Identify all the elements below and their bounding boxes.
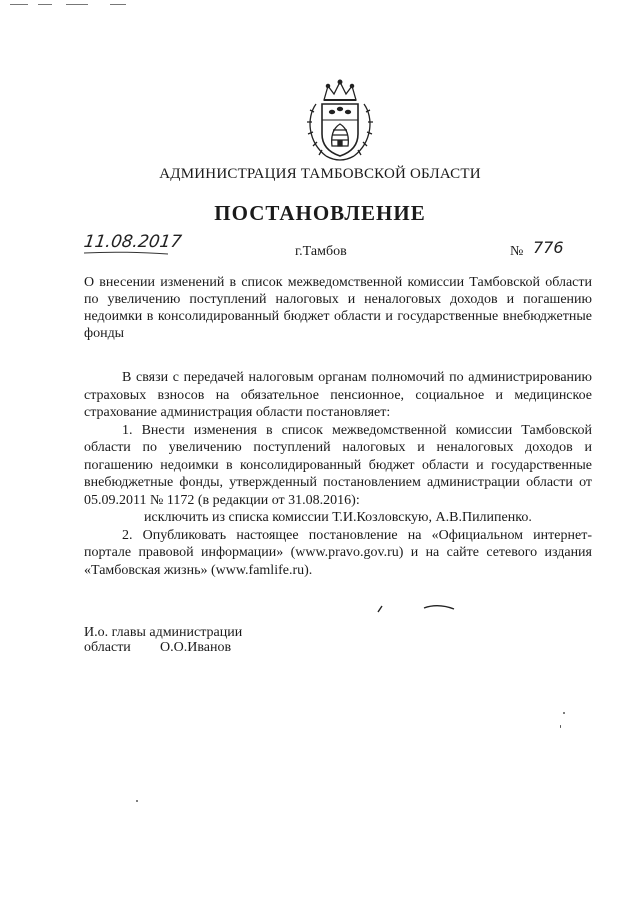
scan-artifact (66, 4, 88, 5)
document-city: г.Тамбов (295, 244, 347, 259)
tambov-coat-of-arms-icon (302, 78, 378, 164)
scan-artifact (110, 4, 126, 5)
scan-speck (560, 725, 561, 728)
item-1-sub-paragraph: исключить из списка комиссии Т.И.Козловскую, А.В.Пилипенко. (144, 510, 532, 525)
document-number: 776 (533, 238, 564, 257)
document-date: 11.08.2017 (82, 232, 183, 252)
item-1-paragraph: 1. Внести изменения в список межведомственной комиссии Тамбовской области по увеличению поступлений налоговых и неналоговых доходов и погашению недоимки в консолидированный бюджет области и государственные внебюджетные фонды, утвержденный постановлением администрации области от 05.09.2011 № 1172 (в редакции от 31.08.2016): (84, 422, 592, 508)
signatory-name: О.О.Иванов (160, 640, 232, 655)
scan-artifact (10, 4, 28, 5)
organization-name: АДМИНИСТРАЦИЯ ТАМБОВСКОЙ ОБЛАСТИ (159, 166, 481, 182)
document-body (84, 369, 592, 579)
scan-speck (563, 712, 565, 714)
handwritten-strokes (372, 600, 462, 616)
signatory-organization: области (84, 640, 131, 655)
scan-speck (136, 800, 138, 802)
date-underline (82, 250, 172, 256)
document-type-title: ПОСТАНОВЛЕНИЕ (214, 201, 426, 225)
scan-artifact (38, 4, 52, 5)
item-2-paragraph: 2. Опубликовать настоящее постановление на «Официальном интернет-портале правовой информации» (www.pravo.gov.ru) и на сайте сетевого издания «Тамбовская жизнь» (www.famlife.ru). (84, 527, 592, 578)
document-number-label: № (510, 244, 524, 259)
preamble-paragraph: В связи с передачей налоговым органам полномочий по администрированию страховых взносов на обязательное пенсионное, социальное и медицинское страхование администрация области постановляет: (84, 370, 592, 420)
document-subject: О внесении изменений в список межведомственной комиссии Тамбовской области по увеличению поступлений налоговых и неналоговых доходов и погашению недоимки в консолидированный бюджет области и государственные внебюджетные фонды (84, 275, 592, 341)
signatory-position: И.о. главы администрации (84, 625, 243, 640)
